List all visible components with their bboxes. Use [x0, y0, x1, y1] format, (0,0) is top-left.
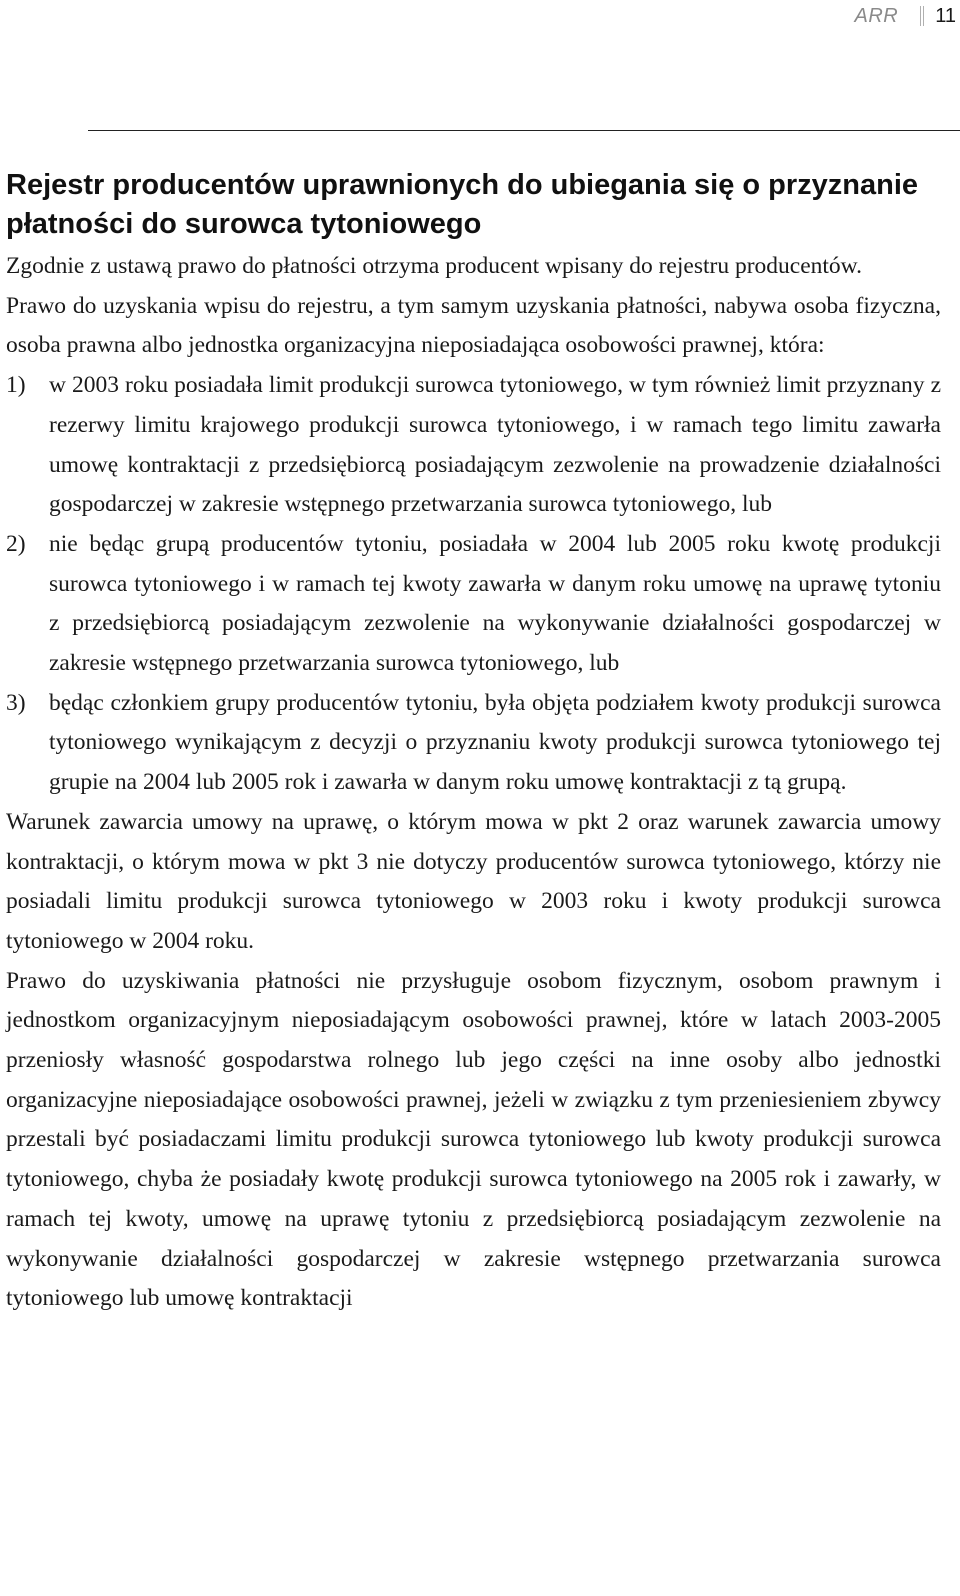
journal-name: ARR [854, 4, 899, 27]
exception-paragraph: Warunek zawarcia umowy na uprawę, o którym mowa w pkt 2 oraz warunek zawarcia umowy kontraktacji, o którym mowa w pkt 3 nie dotyczy producentów surowca tytoniowego, którzy nie posiadali limitu produkcji surowca tytoniowego w 2003 roku i kwoty produkcji surowca tytoniowego w 2004 roku. [6, 808, 941, 954]
header-rule [88, 130, 960, 131]
condition-item [6, 366, 941, 525]
condition-text: w 2003 roku posiadała limit produkcji surowca tytoniowego, w tym również limit przyznany z rezerwy limitu krajowego produkcji surowca tytoniowego, i w ramach tego limitu zawarła umowę kontraktacji z przedsiębiorcą posiadającym zezwolenie na prowadzenie działalności gospodarczej w zakresie wstępnego przetwarzania surowca tytoniowego, lub [49, 372, 941, 518]
condition-number: 1) [6, 372, 26, 399]
condition-number: 3) [6, 689, 26, 716]
condition-text: będąc członkiem grupy producentów tytoniu, była objęta podziałem kwoty produkcji surowca tytoniowego wynikającym z decyzji o przyznaniu kwoty produkcji surowca tytoniowego tej grupie na 2004 lub 2005 rok i zawarła w danym roku umowę kontraktacji z tą grupą. [49, 689, 941, 796]
section-title: Rejestr producentów uprawnionych do ubiegania się o przyznanie płatności do surowca tytoniowego [6, 169, 919, 240]
header-separator [920, 6, 921, 26]
entitlement-paragraph: Prawo do uzyskania wpisu do rejestru, a tym samym uzyskania płatności, nabywa osoba fizyczna, osoba prawna albo jednostka organizacyjna nieposiadająca osobowości prawnej, która: [6, 292, 941, 359]
condition-number: 2) [6, 530, 26, 557]
condition-item [6, 525, 941, 684]
condition-item [6, 684, 941, 803]
condition-text: nie będąc grupą producentów tytoniu, posiadała w 2004 lub 2005 roku kwotę produkcji surowca tytoniowego i w ramach tej kwoty zawarła w danym roku umowę na uprawę tytoniu z przedsiębiorcą posiadającym zezwolenie na wykonywanie działalności gospodarczej w zakresie wstępnego przetwarzania surowca tytoniowego, lub [49, 530, 941, 677]
article-body [6, 166, 941, 1319]
intro-paragraph: Zgodnie z ustawą prawo do płatności otrzyma producent wpisany do rejestru producentów. [6, 253, 862, 279]
exclusion-paragraph: Prawo do uzyskiwania płatności nie przysługuje osobom fizycznym, osobom prawnym i jednostkom organizacyjnym nieposiadającym osobowości prawnej, które w latach 2003-2005 przeniosły własność gospodarstwa rolnego lub jego części na inne osoby albo jednostki organizacyjne nieposiadające osobowości prawnej, jeżeli w związku z tym przeniesieniem zbywcy przestali być posiadaczami limitu produkcji surowca tytoniowego lub kwoty produkcji surowca tytoniowego, chyba że posiadały kwotę produkcji surowca tytoniowego na 2005 rok i zawarły, w ramach tej kwoty, umowę na uprawę tytoniu z przedsiębiorcą posiadającym zezwolenie na wykonywanie działalności gospodarczej w zakresie wstępnego przetwarzania surowca tytoniowego lub umowę kontraktacji [6, 967, 941, 1312]
page-number: 11 [935, 4, 956, 27]
running-header [855, 0, 960, 32]
conditions-list [6, 366, 941, 803]
